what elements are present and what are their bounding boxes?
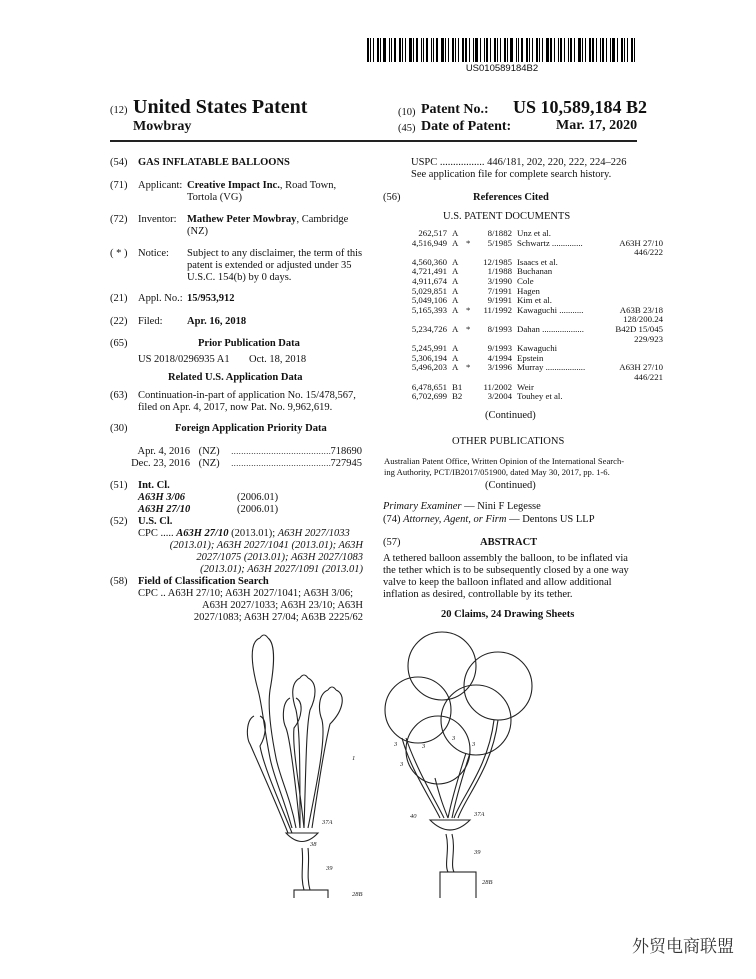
code-54: (54) xyxy=(110,157,128,168)
code-12: (12) xyxy=(110,105,128,116)
reference-kind: A xyxy=(452,256,459,267)
barcode-bar xyxy=(469,38,470,62)
claims-sheets: 20 Claims, 24 Drawing Sheets xyxy=(441,609,575,620)
code-56: (56) xyxy=(383,192,401,203)
reference-no: 4,560,360 xyxy=(411,256,447,267)
ref-label: 39 xyxy=(474,849,481,856)
reference-kind: A xyxy=(452,285,459,296)
inflated-balloon-assembly xyxy=(385,632,532,898)
barcode-bar xyxy=(532,38,533,62)
abstract-line-2: the tether which is to be subsequently closed by a one way xyxy=(383,565,629,576)
reference-date: 7/1991 xyxy=(487,285,512,296)
reference-row xyxy=(401,239,663,249)
reference-star xyxy=(466,277,476,287)
reference-kind: A xyxy=(452,343,459,354)
reference-date: 4/1994 xyxy=(487,352,512,363)
barcode-bar xyxy=(480,38,481,62)
watermark: 外贸电商联盟 xyxy=(632,937,734,957)
barcode-bar xyxy=(516,38,517,62)
abstract-title: ABSTRACT xyxy=(480,537,538,548)
barcode-bar xyxy=(402,38,403,62)
barcode-bar xyxy=(421,38,422,62)
reference-name: Schwartz .............. xyxy=(517,237,583,248)
reference-no: 6,478,651 xyxy=(411,381,447,392)
barcode-bar xyxy=(570,38,572,62)
reference-no: 5,165,393 xyxy=(411,304,447,315)
barcode-bar xyxy=(529,38,530,62)
reference-name: Touhey et al. xyxy=(517,391,563,402)
references-continued: (Continued) xyxy=(485,410,536,421)
reference-date: 3/2004 xyxy=(487,391,512,402)
barcode-bar xyxy=(500,38,501,62)
barcode-bar xyxy=(367,38,369,62)
barcode-bar xyxy=(431,38,432,62)
barcode-bar xyxy=(602,38,604,62)
barcode-bar xyxy=(507,38,508,62)
ref-label: 1 xyxy=(352,755,356,762)
code-63: (63) xyxy=(110,390,128,401)
barcode-bar xyxy=(433,38,434,62)
barcode-bar xyxy=(445,38,446,62)
barcode-bar xyxy=(448,38,449,62)
inventor-name: Mathew Peter Mowbray xyxy=(187,214,297,225)
date-of-patent: Mar. 17, 2020 xyxy=(556,118,638,133)
reference-date: 1/1988 xyxy=(487,266,512,277)
reference-kind: A xyxy=(452,304,459,315)
int-cl-year: (2006.01) xyxy=(237,504,279,515)
patent-number: US 10,589,184 B2 xyxy=(513,97,648,117)
barcode-bar xyxy=(399,38,401,62)
cpc-line-1: CPC ..... A63H 27/10 (2013.01); A63H 2027/1033 xyxy=(138,528,350,539)
reference-cls xyxy=(611,277,663,287)
reference-date: 9/1993 xyxy=(487,343,512,354)
barcode-bar xyxy=(542,38,543,62)
code-65: (65) xyxy=(110,338,128,349)
barcode-bar xyxy=(462,38,464,62)
reference-name: Murray .................. xyxy=(517,362,586,373)
notice-line-1: Subject to any disclaimer, the term of this xyxy=(187,248,363,259)
related-app-title: Related U.S. Application Data xyxy=(168,372,303,383)
other-publications-title: OTHER PUBLICATIONS xyxy=(452,436,565,447)
reference-name: Epstein xyxy=(517,352,544,363)
references-cited-title: References Cited xyxy=(473,192,549,203)
barcode-bar xyxy=(490,38,491,62)
code-74: (74) xyxy=(383,514,401,525)
reference-kind: A xyxy=(452,352,459,363)
notice-label: Notice: xyxy=(138,248,169,259)
barcode-bar xyxy=(582,38,583,62)
barcode-bar xyxy=(521,38,523,62)
reference-no: 5,029,851 xyxy=(411,285,447,296)
continuation-line-1: Continuation-in-part of application No. 15/478,567, xyxy=(138,390,356,401)
barcode-bar xyxy=(373,38,374,62)
barcode-bar xyxy=(413,38,414,62)
other-pubs-continued: (Continued) xyxy=(485,480,536,491)
reference-name: Weir xyxy=(517,381,534,392)
field-of-search-label: Field of Classification Search xyxy=(138,576,269,587)
reference-class-2: 128/200.24 xyxy=(623,314,663,325)
abstract-line-1: A tethered balloon assembly the balloon, to be inflated via xyxy=(383,553,628,564)
uspc-line: USPC ................. 446/181, 202, 220, 222, 224–226 xyxy=(411,157,627,168)
other-pub-line-1: Australian Patent Office, Written Opinion of the International Search- xyxy=(384,456,625,466)
notice-line-2: patent is extended or adjusted under 35 xyxy=(187,260,352,271)
code-10: (10) xyxy=(398,107,416,118)
search-line-3: 2027/1083; A63H 27/04; A63B 2225/62 xyxy=(193,612,363,623)
inventor-location: , Cambridge xyxy=(296,214,349,225)
barcode-bar xyxy=(494,38,496,62)
reference-star xyxy=(466,383,476,393)
applicant-name: Creative Impact Inc. xyxy=(187,180,280,191)
reference-no: 4,911,674 xyxy=(412,275,447,286)
filed-date: Apr. 16, 2018 xyxy=(187,316,247,327)
reference-no: 5,245,991 xyxy=(411,343,447,354)
int-cl-year: (2006.01) xyxy=(237,492,279,503)
reference-kind: B2 xyxy=(452,391,463,402)
ref-label: 38 xyxy=(310,841,317,848)
reference-kind: A xyxy=(452,362,459,373)
barcode-bar xyxy=(600,38,601,62)
barcode-bar xyxy=(441,38,444,62)
barcode-bar xyxy=(536,38,538,62)
reference-cls xyxy=(611,287,663,297)
reference-name: Cole xyxy=(517,275,534,286)
reference-name: Isaacs et al. xyxy=(517,256,558,267)
code-52: (52) xyxy=(110,516,128,527)
reference-star xyxy=(466,267,476,277)
other-pub-line-2: ing Authority, PCT/IB2017/051900, dated May 30, 2017, pp. 1-6. xyxy=(384,467,610,477)
reference-no: 6,702,699 xyxy=(411,391,447,402)
reference-kind: A xyxy=(452,275,459,286)
barcode-bar xyxy=(631,38,633,62)
int-cl-code: A63H 27/10 xyxy=(138,504,191,515)
reference-kind: A xyxy=(452,228,459,238)
barcode-bar xyxy=(484,38,485,62)
search-line-1: CPC .. A63H 27/10; A63H 2027/1041; A63H 3/06; xyxy=(138,588,353,599)
ref-label: 37A xyxy=(322,819,333,826)
barcode-bar xyxy=(377,38,379,62)
ref-label: 3 xyxy=(422,743,426,750)
reference-star: * xyxy=(466,237,471,248)
code-22: (22) xyxy=(110,316,128,327)
barcode-bar xyxy=(554,38,555,62)
reference-date: 8/1882 xyxy=(487,228,512,238)
barcode-bar xyxy=(612,38,615,62)
invention-title: GAS INFLATABLE BALLOONS xyxy=(138,157,290,168)
barcode-bar xyxy=(546,38,549,62)
applicant-location-2: Tortola (VG) xyxy=(187,192,242,203)
inventor-surname: Mowbray xyxy=(133,119,192,134)
attorney-label: Attorney, Agent, or Firm xyxy=(403,514,507,525)
barcode-bar xyxy=(518,38,519,62)
reference-name: Kawaguchi xyxy=(517,343,558,354)
patent-no-label: Patent No.: xyxy=(421,102,489,117)
inventor-location-2: (NZ) xyxy=(187,226,208,237)
int-cl-code: A63H 3/06 xyxy=(138,492,185,503)
ref-label: 28B xyxy=(352,891,363,898)
reference-date: 8/1993 xyxy=(487,323,512,334)
deflated-balloon-assembly xyxy=(247,635,368,898)
barcode-bar xyxy=(578,38,581,62)
us-patent-documents-title: U.S. PATENT DOCUMENTS xyxy=(443,211,571,222)
barcode-bar xyxy=(458,38,459,62)
barcode-bar xyxy=(589,38,591,62)
appl-no-label: Appl. No.: xyxy=(138,293,183,304)
foreign-priority-title: Foreign Application Priority Data xyxy=(175,423,327,434)
barcode-bar xyxy=(455,38,456,62)
reference-star xyxy=(466,258,476,268)
reference-kind: A xyxy=(452,237,459,248)
abstract-line-4: inflation as desired, controllable by its tether. xyxy=(383,589,573,600)
reference-class-2: 229/923 xyxy=(634,333,663,344)
reference-cls: A63H 27/10 xyxy=(619,237,663,248)
reference-no: 5,049,106 xyxy=(411,295,447,306)
barcode-bar xyxy=(504,38,506,62)
code-45: (45) xyxy=(398,123,416,134)
reference-kind: A xyxy=(452,266,459,277)
barcode-bar xyxy=(526,38,528,62)
barcode-bar xyxy=(568,38,569,62)
reference-star xyxy=(466,287,476,297)
barcode-bar xyxy=(389,38,390,62)
barcode-bar xyxy=(624,38,625,62)
barcode-bar xyxy=(380,38,381,62)
ref-label: 37A xyxy=(474,811,485,818)
appl-no: 15/953,912 xyxy=(187,293,235,304)
barcode-bar xyxy=(621,38,623,62)
code-30: (30) xyxy=(110,423,128,434)
code-72: (72) xyxy=(110,214,128,225)
barcode-bar xyxy=(564,38,565,62)
barcode-bar xyxy=(473,38,474,62)
ref-label: 28B xyxy=(482,879,493,886)
ref-label: 3 xyxy=(472,741,476,748)
reference-kind: B1 xyxy=(452,381,463,392)
code-58: (58) xyxy=(110,576,128,587)
reference-no: 5,234,726 xyxy=(411,323,447,334)
search-line-2: A63H 2027/1033; A63H 23/10; A63H xyxy=(201,600,363,611)
inventor-label: Inventor: xyxy=(138,214,177,225)
barcode-bar xyxy=(510,38,513,62)
reference-class-2: 446/222 xyxy=(634,247,663,258)
barcode-bar xyxy=(539,38,540,62)
reference-name: Hagen xyxy=(517,285,540,296)
barcode-bar xyxy=(617,38,618,62)
reference-cls xyxy=(611,383,663,393)
reference-name: Dahan ................... xyxy=(517,323,584,334)
reference-date: 12/1985 xyxy=(483,256,512,267)
patent-drawing xyxy=(230,628,650,898)
reference-cls xyxy=(611,267,663,277)
reference-star: * xyxy=(466,362,471,373)
int-cl-label: Int. Cl. xyxy=(138,480,170,491)
attorney: — Dentons US LLP xyxy=(506,514,595,525)
barcode-bar xyxy=(486,38,488,62)
reference-date: 9/1991 xyxy=(487,295,512,306)
ref-label: 3 xyxy=(452,735,456,742)
reference-name: Kim et al. xyxy=(517,295,552,306)
cpc-line-2: (2013.01); A63H 2027/1041 (2013.01); A63H xyxy=(169,540,363,551)
barcode-bar xyxy=(574,38,575,62)
abstract-line-3: valve to keep the balloon inflated and allow additional xyxy=(383,577,612,588)
reference-name: Buchanan xyxy=(517,266,553,277)
reference-cls: B42D 15/045 xyxy=(615,323,663,334)
barcode-bar xyxy=(383,38,386,62)
code-71: (71) xyxy=(110,180,128,191)
barcode-bar xyxy=(550,38,552,62)
reference-cls xyxy=(611,344,663,354)
reference-no: 262,517 xyxy=(418,228,447,238)
reference-no: 4,721,491 xyxy=(411,266,447,277)
reference-date: 11/2002 xyxy=(483,381,512,392)
barcode-bar xyxy=(585,38,586,62)
reference-star xyxy=(466,344,476,354)
foreign-priority-row: Dec. 23, 2016 (NZ) ........................................ 727945 xyxy=(131,458,362,469)
barcode-bar xyxy=(426,38,428,62)
barcode xyxy=(367,38,637,62)
barcode-bar xyxy=(634,38,635,62)
barcode-bar xyxy=(610,38,611,62)
ref-label: 39 xyxy=(326,865,333,872)
code-57: (57) xyxy=(383,537,401,548)
patent-type-heading: United States Patent xyxy=(133,96,308,118)
barcode-bar xyxy=(405,38,406,62)
date-of-patent-label: Date of Patent: xyxy=(421,119,512,134)
us-cl-label: U.S. Cl. xyxy=(138,516,173,527)
reference-class-2: 446/221 xyxy=(634,371,663,382)
barcode-bar xyxy=(370,38,371,62)
notice-line-3: U.S.C. 154(b) by 0 days. xyxy=(187,272,292,283)
reference-cls xyxy=(611,258,663,268)
reference-star xyxy=(466,392,476,402)
reference-star: * xyxy=(466,323,471,334)
code-21: (21) xyxy=(110,293,128,304)
reference-name: Kawaguchi ........... xyxy=(517,304,584,315)
barcode-bar xyxy=(497,38,498,62)
cpc-line-3: 2027/1075 (2013.01); A63H 2027/1083 xyxy=(196,552,363,563)
reference-date: 3/1990 xyxy=(487,275,512,286)
barcode-bar xyxy=(423,38,424,62)
primary-examiner-label: Primary Examiner xyxy=(383,501,462,512)
reference-name: Unz et al. xyxy=(517,228,551,238)
reference-row xyxy=(401,363,663,373)
reference-row xyxy=(401,392,663,402)
primary-examiner: — Nini F Legesse xyxy=(461,501,541,512)
reference-no: 5,496,203 xyxy=(411,362,447,373)
reference-date: 5/1985 xyxy=(487,237,512,248)
barcode-bar xyxy=(409,38,412,62)
cpc-line-4: (2013.01); A63H 2027/1091 (2013.01) xyxy=(200,564,363,575)
prior-pub-date: Oct. 18, 2018 xyxy=(249,354,307,365)
barcode-bar xyxy=(475,38,478,62)
prior-pub-number: US 2018/0296935 A1 xyxy=(138,354,230,365)
ref-label: 40 xyxy=(410,813,417,820)
barcode-bar xyxy=(592,38,594,62)
barcode-bar xyxy=(596,38,597,62)
barcode-bar xyxy=(391,38,392,62)
reference-kind: A xyxy=(452,295,459,306)
reference-date: 11/1992 xyxy=(483,304,512,315)
barcode-bar xyxy=(606,38,607,62)
reference-star: * xyxy=(466,304,471,315)
notice-code: ( * ) xyxy=(110,248,128,259)
ref-label: 3 xyxy=(400,761,404,768)
reference-date: 3/1996 xyxy=(487,362,512,373)
applicant-location: , Road Town, xyxy=(279,180,337,191)
barcode-bar xyxy=(560,38,562,62)
barcode-bar xyxy=(416,38,418,62)
barcode-number: US010589184B2 xyxy=(465,63,539,74)
prior-publication-title: Prior Publication Data xyxy=(198,338,300,349)
reference-no: 5,306,194 xyxy=(411,352,447,363)
ref-label: 3 xyxy=(394,741,398,748)
barcode-bar xyxy=(558,38,559,62)
code-51: (51) xyxy=(110,480,128,491)
reference-cls: A63B 23/18 xyxy=(619,304,663,315)
references-table xyxy=(401,229,663,402)
barcode-bar xyxy=(452,38,454,62)
see-application-file: See application file for complete search history. xyxy=(411,169,612,180)
barcode-bar xyxy=(394,38,396,62)
continuation-line-2: filed on Apr. 4, 2017, now Pat. No. 9,962,619. xyxy=(138,402,333,413)
filed-label: Filed: xyxy=(138,316,163,327)
foreign-priority-row: Apr. 4, 2016 (NZ) ........................................ 718690 xyxy=(137,446,362,457)
reference-cls xyxy=(611,392,663,402)
reference-kind: A xyxy=(452,323,459,334)
barcode-bar xyxy=(627,38,628,62)
applicant-label: Applicant: xyxy=(138,180,183,191)
barcode-bar xyxy=(465,38,467,62)
barcode-bar xyxy=(436,38,438,62)
reference-no: 4,516,949 xyxy=(411,237,447,248)
reference-row xyxy=(401,325,663,335)
reference-cls: A63H 27/10 xyxy=(619,362,663,373)
header-rule xyxy=(110,140,637,142)
